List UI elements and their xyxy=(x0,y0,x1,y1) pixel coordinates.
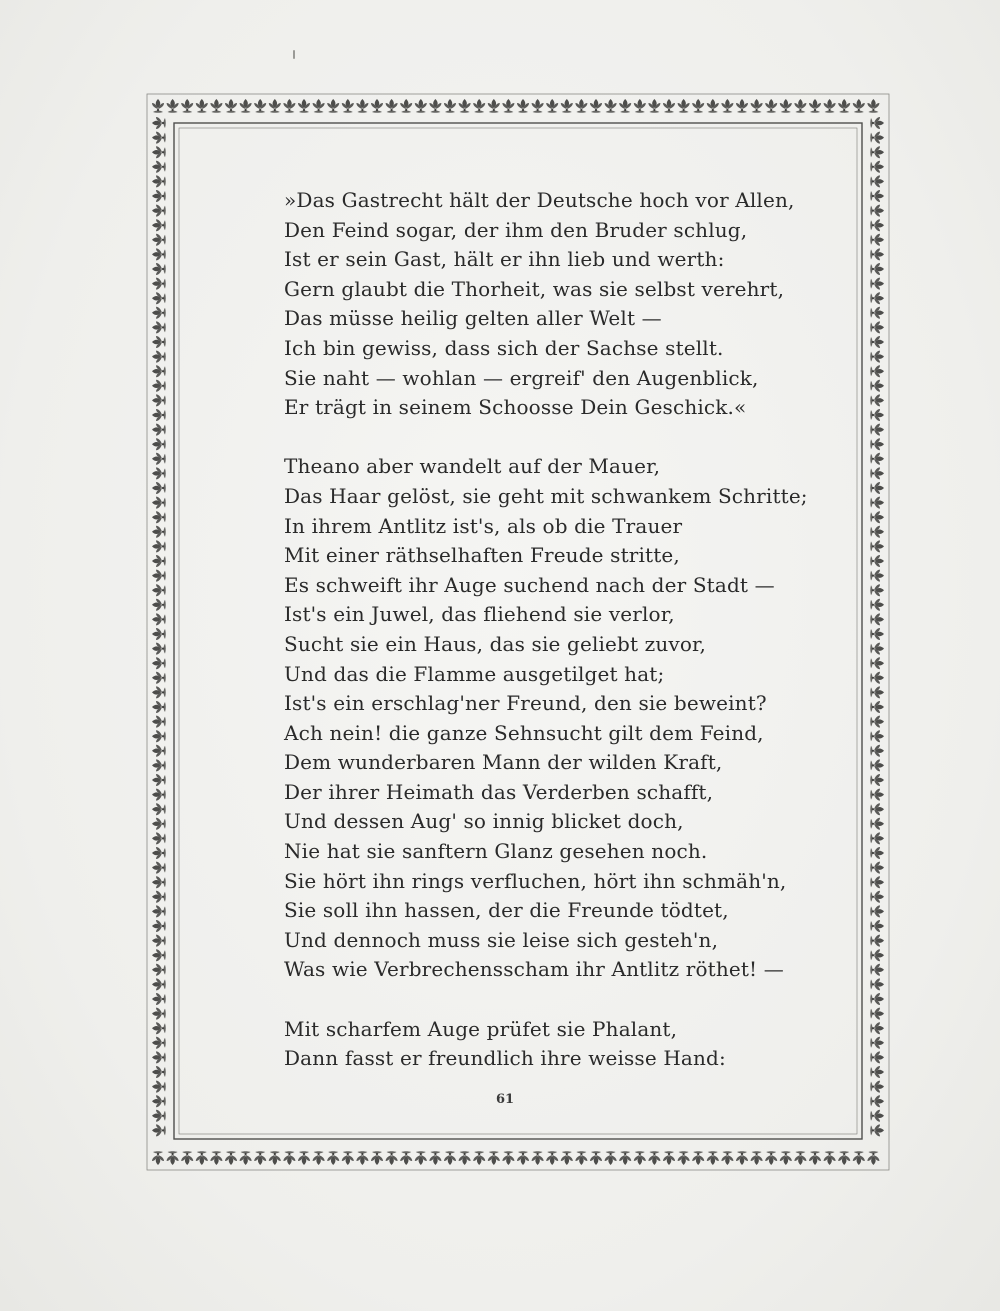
border-ornament xyxy=(870,497,884,509)
border-ornament xyxy=(561,1151,573,1165)
border-ornament xyxy=(870,205,884,217)
border-ornament xyxy=(152,905,166,917)
poem-line: Er trägt in seinem Schoosse Dein Geschick.« xyxy=(284,395,747,420)
border-ornament xyxy=(692,1151,704,1165)
border-ornament xyxy=(870,789,884,801)
border-ornament xyxy=(870,1022,884,1034)
border-ornament xyxy=(298,99,310,113)
border-ornament xyxy=(152,993,166,1005)
border-ornament xyxy=(575,99,587,113)
border-ornament xyxy=(532,99,544,113)
border-ornament xyxy=(870,949,884,961)
border-ornament xyxy=(870,175,884,187)
border-ornament xyxy=(870,1008,884,1020)
border-ornament xyxy=(870,292,884,304)
border-ornament xyxy=(225,1151,237,1165)
stanza xyxy=(284,186,795,423)
poem-line: Mit scharfem Auge prüfet sie Phalant, xyxy=(284,1016,678,1041)
border-ornament xyxy=(283,1151,295,1165)
border-ornament xyxy=(152,497,166,509)
border-ornament xyxy=(765,1151,777,1165)
border-ornament xyxy=(152,774,166,786)
border-ornament xyxy=(870,759,884,771)
border-ornament xyxy=(517,1151,529,1165)
border-ornament xyxy=(342,99,354,113)
border-ornament xyxy=(152,964,166,976)
border-ornament xyxy=(678,99,690,113)
border-ornament xyxy=(870,409,884,421)
border-ornament xyxy=(152,730,166,742)
border-ornament xyxy=(870,555,884,567)
border-ornament xyxy=(870,570,884,582)
border-ornament xyxy=(502,1151,514,1165)
border-ornament xyxy=(870,336,884,348)
border-ornament xyxy=(240,1151,252,1165)
border-ornament xyxy=(371,1151,383,1165)
border-ornament xyxy=(870,540,884,552)
border-ornament xyxy=(870,935,884,947)
border-ornament xyxy=(210,1151,222,1165)
border-ornament xyxy=(254,1151,266,1165)
border-ornament xyxy=(152,1051,166,1063)
poem-line: Sie naht — wohlan — ergreif' den Augenblick, xyxy=(284,365,759,390)
border-ornament xyxy=(429,99,441,113)
border-ornament xyxy=(870,716,884,728)
border-ornament xyxy=(386,1151,398,1165)
border-ornament xyxy=(870,234,884,246)
border-ornament xyxy=(152,482,166,494)
border-ornament xyxy=(870,307,884,319)
border-ornament xyxy=(561,99,573,113)
border-ornament xyxy=(152,716,166,728)
border-ornament xyxy=(152,657,166,669)
border-ornament xyxy=(870,248,884,260)
border-ornament xyxy=(707,99,719,113)
border-ornament xyxy=(794,1151,806,1165)
border-ornament xyxy=(152,1022,166,1034)
border-ornament xyxy=(167,99,179,113)
border-ornament xyxy=(152,949,166,961)
border-ornament xyxy=(721,99,733,113)
border-ornament xyxy=(590,99,602,113)
border-ornament xyxy=(870,672,884,684)
border-ornament xyxy=(780,99,792,113)
border-ornament xyxy=(152,263,166,275)
border-ornament xyxy=(152,672,166,684)
border-ornament xyxy=(225,99,237,113)
border-ornament xyxy=(870,862,884,874)
border-ornament xyxy=(870,803,884,815)
poem-text xyxy=(284,186,808,1103)
page-number: 61 xyxy=(496,1092,515,1107)
border-ornament xyxy=(152,467,166,479)
border-ornament xyxy=(473,99,485,113)
border-ornament xyxy=(371,99,383,113)
border-ornament xyxy=(152,117,166,129)
border-ornament xyxy=(853,99,865,113)
border-ornament xyxy=(429,1151,441,1165)
poem-line: Der ihrer Heimath das Verderben schafft, xyxy=(284,779,714,804)
border-ornament xyxy=(546,99,558,113)
border-ornament xyxy=(152,1124,166,1136)
border-ornament xyxy=(870,394,884,406)
border-ornament xyxy=(870,686,884,698)
border-ornament xyxy=(870,657,884,669)
border-ornament xyxy=(870,876,884,888)
border-ornament xyxy=(870,964,884,976)
border-ornament xyxy=(870,978,884,990)
border-ornament xyxy=(283,99,295,113)
border-ornament xyxy=(444,99,456,113)
border-ornament xyxy=(870,920,884,932)
border-ornament xyxy=(152,643,166,655)
border-ornament xyxy=(152,1081,166,1093)
border-ornament xyxy=(152,394,166,406)
border-ornament xyxy=(152,424,166,436)
border-ornament xyxy=(152,803,166,815)
border-ornament xyxy=(269,99,281,113)
border-ornament xyxy=(853,1151,865,1165)
border-ornament xyxy=(473,1151,485,1165)
border-ornament xyxy=(152,818,166,830)
poem-line: Theano aber wandelt auf der Mauer, xyxy=(284,454,661,479)
border-ornament xyxy=(415,99,427,113)
border-ornament xyxy=(356,99,368,113)
poem-line: Und dessen Aug' so innig blicket doch, xyxy=(284,809,684,834)
border-ornament xyxy=(870,891,884,903)
border-ornament xyxy=(575,1151,587,1165)
border-ornament xyxy=(870,745,884,757)
border-ornament xyxy=(870,584,884,596)
border-ornament xyxy=(870,1081,884,1093)
border-ornament xyxy=(870,628,884,640)
border-ornament xyxy=(152,161,166,173)
border-ornament xyxy=(400,99,412,113)
border-ornament xyxy=(327,99,339,113)
border-ornament xyxy=(707,1151,719,1165)
border-ornament xyxy=(196,1151,208,1165)
border-ornament xyxy=(867,1151,879,1165)
border-ornament xyxy=(459,1151,471,1165)
border-ornament xyxy=(870,132,884,144)
border-ornament xyxy=(870,161,884,173)
border-ornament xyxy=(313,1151,325,1165)
border-ornament xyxy=(619,1151,631,1165)
border-ornament xyxy=(167,1151,179,1165)
border-ornament xyxy=(152,876,166,888)
border-ornament xyxy=(870,643,884,655)
border-ornament xyxy=(400,1151,412,1165)
border-ornament xyxy=(721,1151,733,1165)
border-ornament xyxy=(152,292,166,304)
border-ornament xyxy=(634,99,646,113)
poem-line: Es schweift ihr Auge suchend nach der Stadt — xyxy=(284,572,775,597)
border-ornament xyxy=(152,832,166,844)
stanza xyxy=(284,1015,784,1074)
border-ornament xyxy=(152,1151,164,1165)
border-ornament xyxy=(870,847,884,859)
poem-line: Ist er sein Gast, hält er ihn lieb und werth: xyxy=(284,247,725,272)
border-ornament xyxy=(870,1066,884,1078)
border-ornament xyxy=(152,132,166,144)
border-ornament xyxy=(152,599,166,611)
poem-line: Ach nein! die ganze Sehnsucht gilt dem Feind, xyxy=(284,720,764,745)
poem-line: Mit einer räthselhaften Freude stritte, xyxy=(284,543,680,568)
border-ornament xyxy=(870,438,884,450)
border-ornament xyxy=(152,307,166,319)
poem-line: Das müsse heilig gelten aller Welt — xyxy=(284,306,662,331)
poem-line: Dann fasst er freundlich ihre weisse Hand: xyxy=(284,1046,726,1071)
border-ornament xyxy=(663,99,675,113)
border-ornament xyxy=(444,1151,456,1165)
border-ornament xyxy=(870,278,884,290)
border-ornament xyxy=(152,278,166,290)
border-ornament xyxy=(870,321,884,333)
border-ornament xyxy=(152,935,166,947)
border-ornament xyxy=(870,511,884,523)
border-ornament xyxy=(415,1151,427,1165)
border-ornament xyxy=(327,1151,339,1165)
border-ornament xyxy=(152,628,166,640)
border-ornament xyxy=(824,1151,836,1165)
border-ornament xyxy=(152,365,166,377)
border-ornament xyxy=(152,336,166,348)
border-ornament xyxy=(870,905,884,917)
border-ornament xyxy=(532,1151,544,1165)
border-ornament xyxy=(152,351,166,363)
border-ornament xyxy=(794,99,806,113)
border-ornament xyxy=(152,570,166,582)
border-ornament xyxy=(152,321,166,333)
border-ornament xyxy=(152,978,166,990)
border-ornament xyxy=(502,99,514,113)
border-ornament xyxy=(751,1151,763,1165)
border-ornament xyxy=(648,1151,660,1165)
border-ornament xyxy=(459,99,471,113)
border-ornament xyxy=(838,99,850,113)
border-ornament xyxy=(152,1095,166,1107)
poem-line: Sie soll ihn hassen, der die Freunde tödtet, xyxy=(284,898,729,923)
poem-line: Das Haar gelöst, sie geht mit schwankem Schritte; xyxy=(284,483,808,508)
border-ornament xyxy=(870,818,884,830)
border-ornament xyxy=(152,891,166,903)
border-ornament xyxy=(298,1151,310,1165)
border-ornament xyxy=(809,99,821,113)
border-ornament xyxy=(634,1151,646,1165)
border-ornament xyxy=(648,99,660,113)
stanza xyxy=(284,452,808,985)
border-ornament xyxy=(870,453,884,465)
border-ornament xyxy=(181,99,193,113)
border-ornament xyxy=(269,1151,281,1165)
border-ornament xyxy=(870,1051,884,1063)
poem-line: Gern glaubt die Thorheit, was sie selbst verehrt, xyxy=(284,276,785,301)
border-ornament xyxy=(152,745,166,757)
border-ornament xyxy=(254,99,266,113)
border-ornament xyxy=(736,1151,748,1165)
border-ornament xyxy=(152,175,166,187)
border-ornament xyxy=(152,1008,166,1020)
border-ornament xyxy=(152,847,166,859)
border-ornament xyxy=(870,365,884,377)
border-ornament xyxy=(870,146,884,158)
border-ornament xyxy=(152,613,166,625)
border-ornament xyxy=(152,862,166,874)
border-ornament xyxy=(152,248,166,260)
border-ornament xyxy=(152,1037,166,1049)
poem-line: Und dennoch muss sie leise sich gesteh'n, xyxy=(284,927,719,952)
border-ornament xyxy=(152,555,166,567)
border-ornament xyxy=(605,99,617,113)
poem-line: Sucht sie ein Haus, das sie geliebt zuvor, xyxy=(284,631,707,656)
border-ornament xyxy=(870,1124,884,1136)
border-ornament xyxy=(809,1151,821,1165)
border-ornament xyxy=(870,117,884,129)
paper-speck xyxy=(293,50,295,59)
border-ornament xyxy=(870,701,884,713)
border-ornament xyxy=(824,99,836,113)
border-ornament xyxy=(870,219,884,231)
poem-line: Nie hat sie sanftern Glanz gesehen noch. xyxy=(284,839,708,864)
border-ornament xyxy=(240,99,252,113)
border-ornament xyxy=(152,511,166,523)
border-ornament xyxy=(181,1151,193,1165)
border-ornament xyxy=(152,205,166,217)
border-ornament xyxy=(870,424,884,436)
border-ornament xyxy=(736,99,748,113)
border-ornament xyxy=(870,351,884,363)
border-ornament xyxy=(870,1110,884,1122)
border-ornament xyxy=(152,234,166,246)
border-ornament xyxy=(619,99,631,113)
border-ornament xyxy=(838,1151,850,1165)
border-ornament xyxy=(678,1151,690,1165)
border-ornament xyxy=(152,409,166,421)
border-ornament xyxy=(870,467,884,479)
border-ornament xyxy=(313,99,325,113)
border-ornament xyxy=(488,99,500,113)
border-ornament xyxy=(152,219,166,231)
border-ornament xyxy=(870,774,884,786)
border-ornament xyxy=(605,1151,617,1165)
poem-line: Sie hört ihn rings verfluchen, hört ihn schmäh'n, xyxy=(284,868,787,893)
border-ornament xyxy=(152,789,166,801)
border-ornament xyxy=(517,99,529,113)
poem-line: Was wie Verbrechensscham ihr Antlitz röthet! — xyxy=(284,957,784,982)
border-ornament xyxy=(152,759,166,771)
border-ornament xyxy=(152,584,166,596)
border-ornament xyxy=(870,613,884,625)
border-ornament xyxy=(152,526,166,538)
border-ornament xyxy=(210,99,222,113)
border-ornament xyxy=(386,99,398,113)
poem-line: Ich bin gewiss, dass sich der Sachse stellt. xyxy=(284,335,724,360)
border-ornament xyxy=(870,526,884,538)
border-ornament xyxy=(152,190,166,202)
border-ornament xyxy=(692,99,704,113)
border-ornament xyxy=(546,1151,558,1165)
border-ornament xyxy=(870,482,884,494)
border-ornament xyxy=(152,146,166,158)
border-ornament xyxy=(870,730,884,742)
poem-line: Und das die Flamme ausgetilget hat; xyxy=(284,661,665,686)
border-ornament xyxy=(196,99,208,113)
poem-line: Ist's ein Juwel, das fliehend sie verlor, xyxy=(284,602,675,627)
border-ornament xyxy=(152,701,166,713)
border-ornament xyxy=(870,263,884,275)
poem-line: In ihrem Antlitz ist's, als ob die Trauer xyxy=(284,513,683,538)
border-ornament xyxy=(152,453,166,465)
border-ornament xyxy=(870,1095,884,1107)
poem-line: Dem wunderbaren Mann der wilden Kraft, xyxy=(284,750,723,775)
border-ornament xyxy=(870,1037,884,1049)
border-ornament xyxy=(152,686,166,698)
border-ornament xyxy=(152,438,166,450)
border-ornament xyxy=(152,99,164,113)
border-ornament xyxy=(765,99,777,113)
border-ornament xyxy=(152,1066,166,1078)
border-ornament xyxy=(356,1151,368,1165)
border-ornament xyxy=(870,190,884,202)
border-ornament xyxy=(867,99,879,113)
border-ornament xyxy=(488,1151,500,1165)
border-ornament xyxy=(870,993,884,1005)
border-ornament xyxy=(663,1151,675,1165)
border-ornament xyxy=(152,920,166,932)
border-ornament xyxy=(870,599,884,611)
border-ornament xyxy=(590,1151,602,1165)
border-ornament xyxy=(780,1151,792,1165)
poem-line: »Das Gastrecht hält der Deutsche hoch vor Allen, xyxy=(284,188,795,212)
poem-line: Ist's ein erschlag'ner Freund, den sie beweint? xyxy=(284,691,767,716)
poem-line: Den Feind sogar, der ihm den Bruder schlug, xyxy=(284,217,748,242)
border-ornament xyxy=(870,380,884,392)
border-ornament xyxy=(152,1110,166,1122)
border-ornament xyxy=(751,99,763,113)
border-ornament xyxy=(870,832,884,844)
border-ornament xyxy=(342,1151,354,1165)
border-ornament xyxy=(152,380,166,392)
border-ornament xyxy=(152,540,166,552)
